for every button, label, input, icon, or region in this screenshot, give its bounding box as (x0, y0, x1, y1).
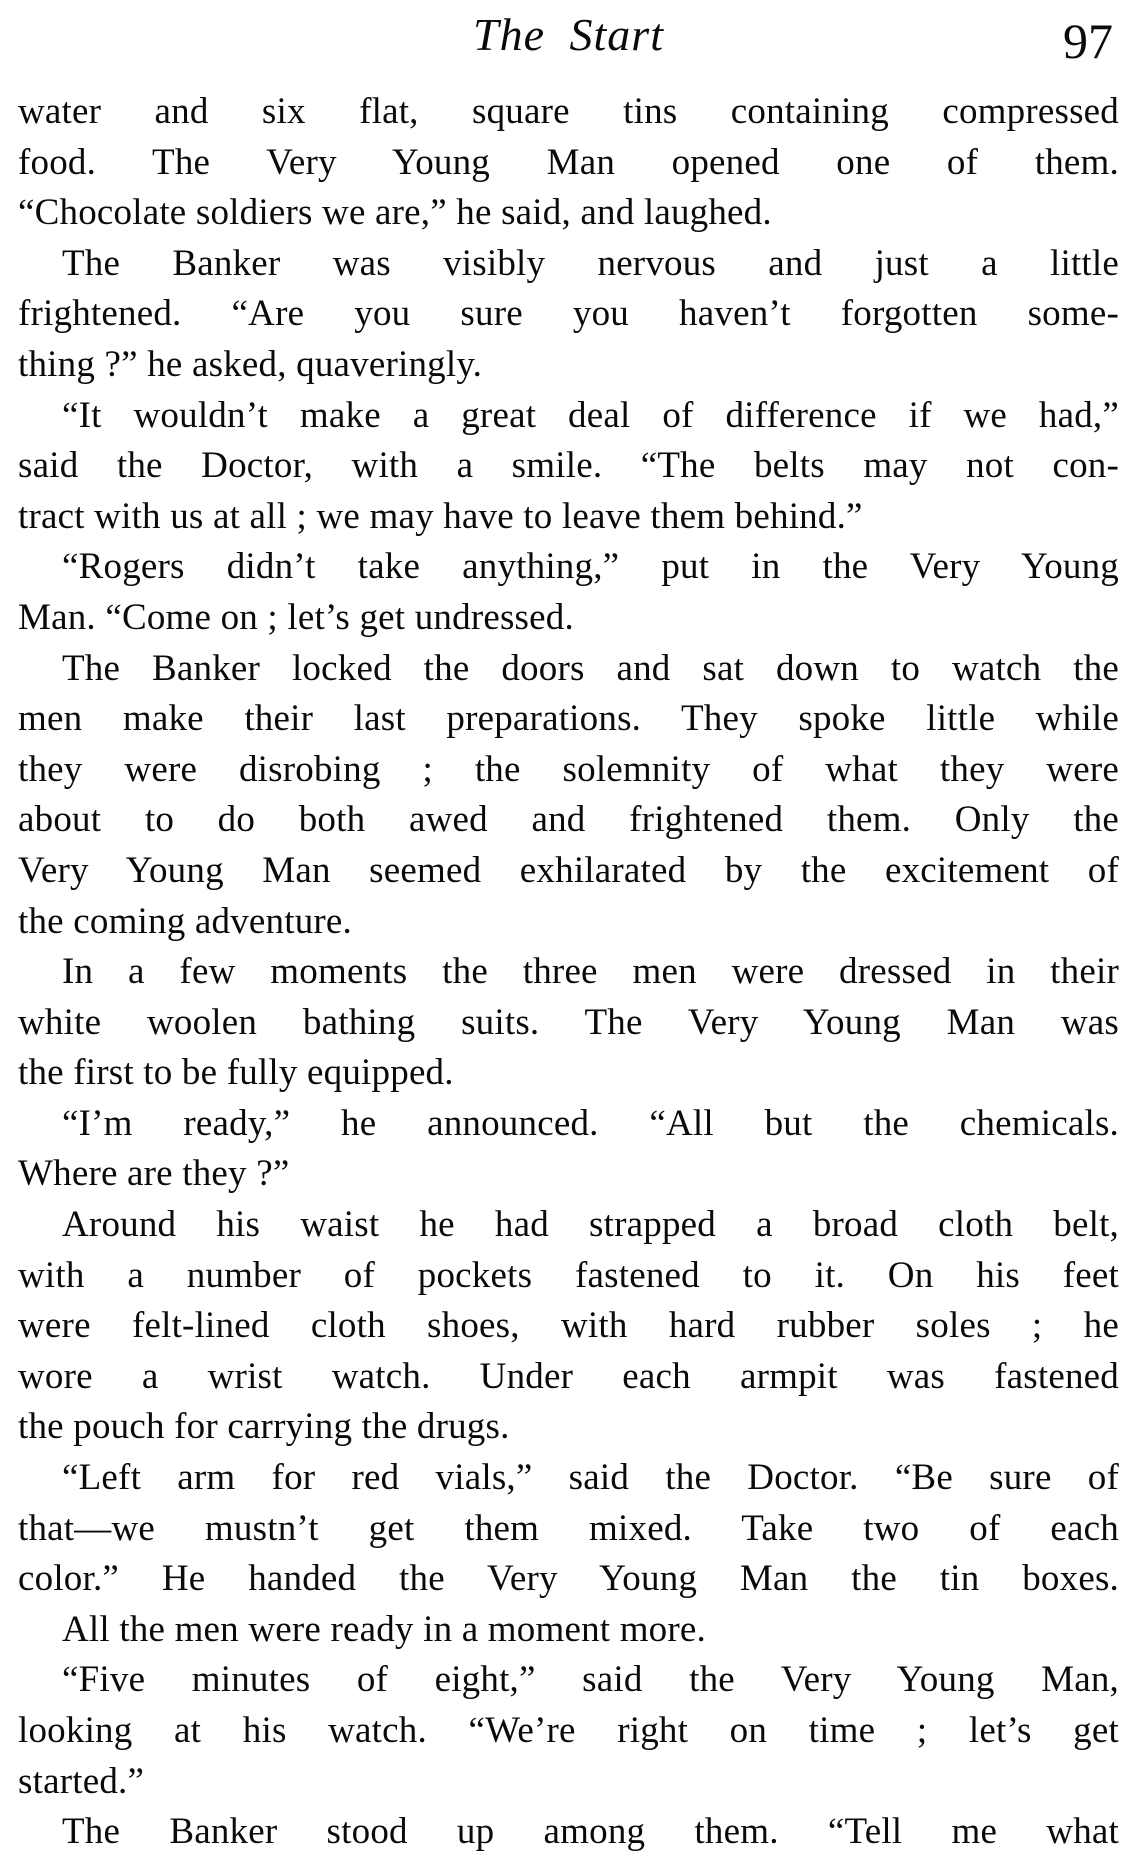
text-line: “I’m ready,” he announced. “All but the chemicals. (62, 1102, 1119, 1144)
text-line: looking at his watch. “We’re right on time ; let’s get (18, 1710, 1119, 1751)
text-line: the pouch for carrying the drugs. (18, 1406, 510, 1448)
text-line: they were disrobing ; the solemnity of what they were (18, 748, 1119, 790)
text-line: The Banker was visibly nervous and just a little (62, 242, 1119, 284)
text-line: The Banker stood up among them. “Tell me what (62, 1811, 1119, 1853)
text-line: Very Young Man seemed exhilarated by the excitement of (18, 849, 1119, 891)
text-line: color.” He handed the Very Young Man the tin boxes. (18, 1558, 1119, 1600)
text-line: In a few moments the three men were dressed in their (62, 951, 1119, 993)
text-line: food. The Very Young Man opened one of them. (18, 141, 1119, 183)
text-line: Where are they ?” (18, 1153, 290, 1195)
text-line: started.” (18, 1760, 145, 1802)
text-line: about to do both awed and frightened them. Only the (18, 799, 1119, 841)
text-line: white woolen bathing suits. The Very Young Man was (18, 1001, 1119, 1043)
text-line: men make their last preparations. They spoke little while (18, 698, 1119, 740)
text-line: water and six flat, square tins containing compressed (18, 91, 1119, 132)
page-body (18, 87, 1119, 1858)
text-line: The Banker locked the doors and sat down to watch the (62, 647, 1119, 689)
text-line: Man. “Come on ; let’s get undressed. (18, 596, 574, 638)
text-line: “Five minutes of eight,” said the Very Young Man, (62, 1659, 1119, 1701)
text-line: wore a wrist watch. Under each armpit was fastened (18, 1355, 1119, 1397)
text-line: said the Doctor, with a smile. “The belts may not con- (18, 445, 1119, 487)
text-line: “Chocolate soldiers we are,” he said, and laughed. (18, 192, 772, 234)
text-line: thing ?” he asked, quaveringly. (18, 343, 483, 385)
text-line: were felt-lined cloth shoes, with hard rubber soles ; he (18, 1305, 1119, 1347)
page-number: 97 (1063, 13, 1113, 69)
text-line: with a number of pockets fastened to it. On his feet (18, 1254, 1119, 1296)
text-line: All the men were ready in a moment more. (62, 1608, 706, 1650)
running-header: The Start (473, 9, 664, 60)
text-line: frightened. “Are you sure you haven’t forgotten some- (18, 293, 1119, 335)
text-line: Around his waist he had strapped a broad cloth belt, (62, 1204, 1119, 1246)
text-line: the coming adventure. (18, 900, 353, 942)
text-line: that—we mustn’t get them mixed. Take two of each (18, 1507, 1119, 1549)
text-line: “Rogers didn’t take anything,” put in the Very Young (62, 546, 1119, 588)
text-line: tract with us at all ; we may have to leave them behind.” (18, 495, 863, 537)
text-line: “Left arm for red vials,” said the Doctor. “Be sure of (62, 1457, 1119, 1499)
text-line: the first to be fully equipped. (18, 1052, 454, 1094)
text-line: “It wouldn’t make a great deal of difference if we had,” (62, 394, 1119, 436)
